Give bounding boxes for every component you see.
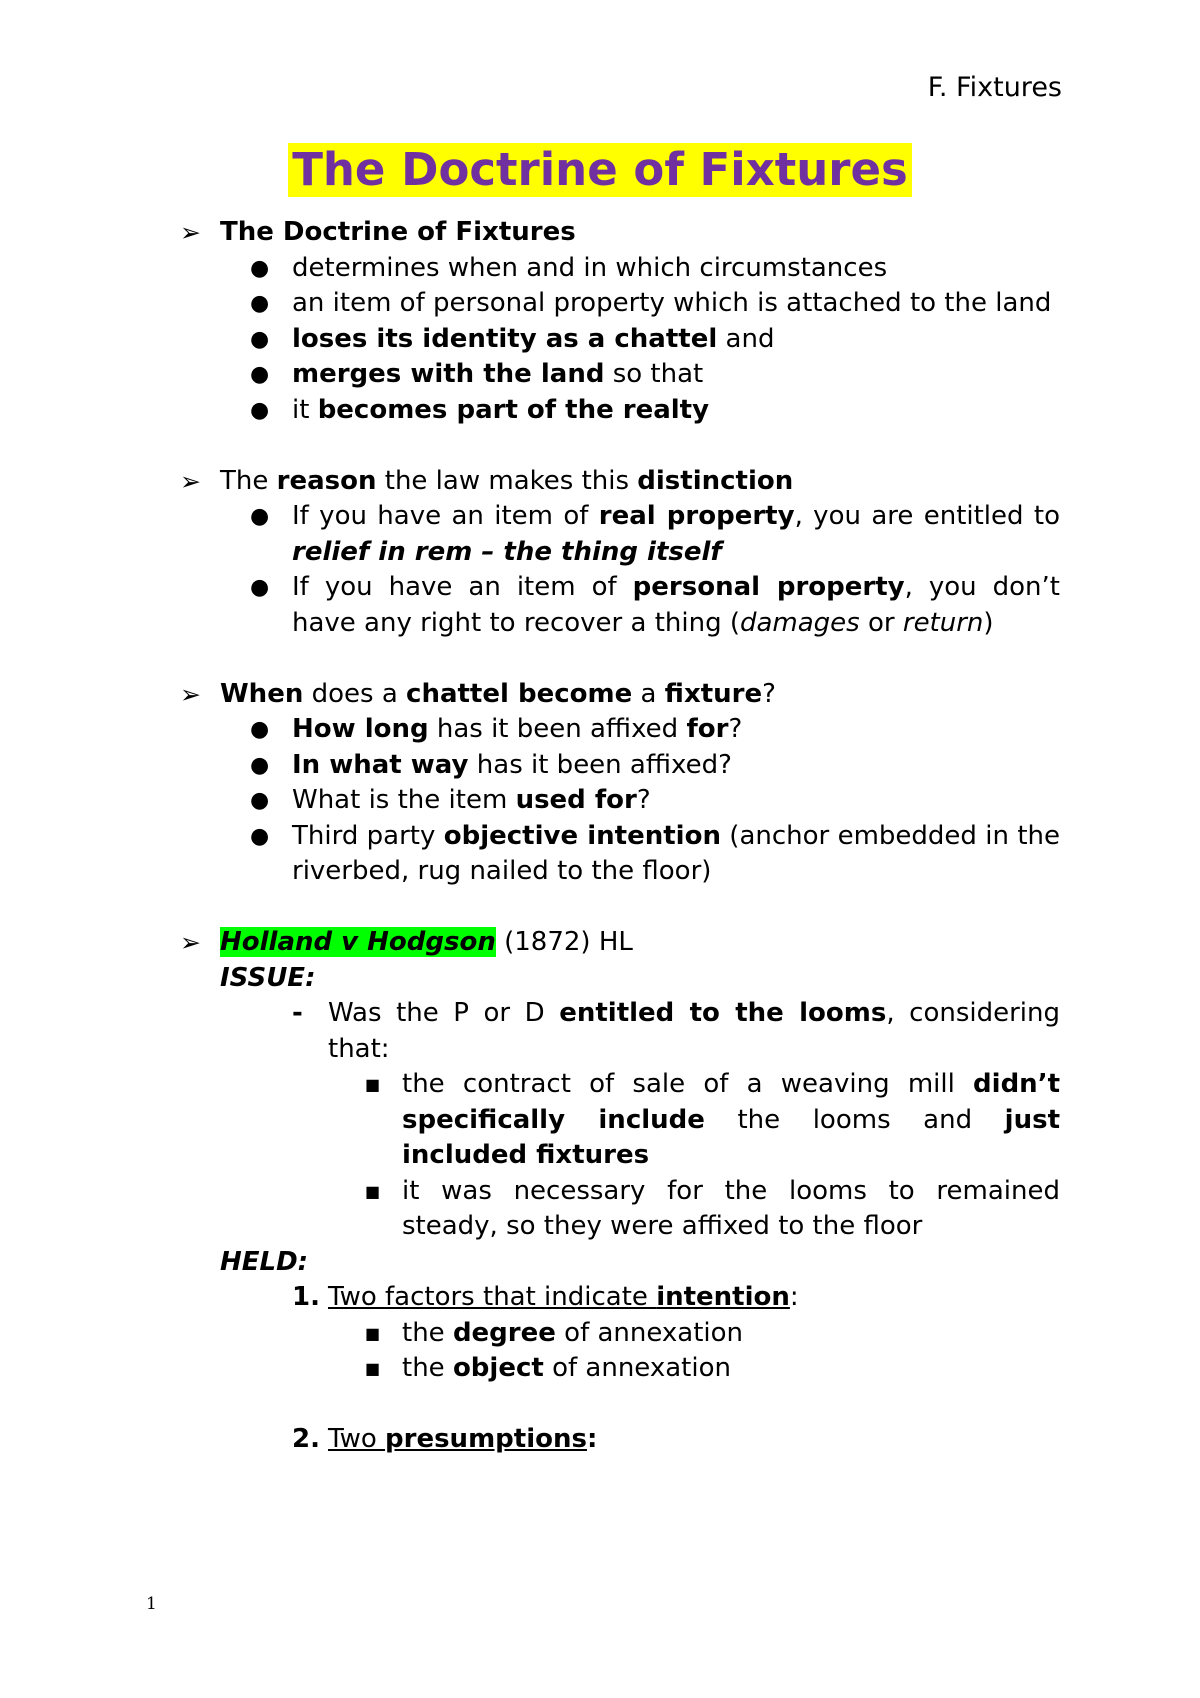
- sub-item: [180, 1351, 1060, 1387]
- numbered-item: [180, 1280, 1060, 1316]
- item-bold: just included fixtures: [402, 1104, 1060, 1170]
- case-name: Holland v Hodgson: [220, 927, 496, 957]
- item-bold: merges with the land: [292, 359, 605, 389]
- item-bold: didn’t specifically include: [402, 1069, 1060, 1135]
- heading-text: a: [632, 678, 665, 709]
- list-item: [180, 712, 1060, 748]
- item-bold: objective intention: [443, 820, 721, 851]
- bullet-dot-icon: ●: [250, 397, 270, 423]
- list-item: [180, 286, 1060, 322]
- bullet-dot-icon: ●: [250, 255, 270, 281]
- item-bold: used for: [515, 785, 637, 815]
- list-item: [180, 570, 1060, 641]
- arrow-bullet-icon: ➢: [180, 466, 201, 496]
- spacer: [180, 428, 1060, 464]
- heading-bold: distinction: [637, 465, 794, 496]
- list-item: [180, 819, 1060, 890]
- sub-item: [180, 1067, 1060, 1174]
- item-text: the looms and: [704, 1104, 1005, 1135]
- title-wrap: [0, 143, 1200, 197]
- bullet-dot-icon: ●: [250, 717, 270, 742]
- bullet-dot-icon: ●: [250, 788, 270, 813]
- item-bold: In what way: [292, 749, 469, 780]
- item-bold-underlined: intention: [656, 1282, 790, 1312]
- arrow-bullet-icon: ➢: [180, 928, 201, 957]
- section-heading-reason: [180, 464, 1060, 500]
- item-text: , you don’t have any right to recover a thing (: [292, 572, 1060, 638]
- sub-item: [180, 1174, 1060, 1245]
- section-heading-when: [180, 677, 1060, 713]
- section-heading-case: [180, 925, 1060, 961]
- item-bold: becomes part of the realty: [317, 394, 710, 425]
- item-text: Was the P or D: [328, 998, 560, 1028]
- heading-bold: When: [220, 678, 304, 709]
- item-text: (anchor embedded in the riverbed, rug nailed to the floor): [292, 820, 1060, 886]
- page-title: The Doctrine of Fixtures: [288, 143, 912, 197]
- list-item: [180, 783, 1060, 819]
- spacer: [180, 641, 1060, 677]
- item-text: has it been affixed: [428, 714, 687, 744]
- item-text: it: [292, 394, 318, 425]
- heading-bold: chattel become: [406, 678, 633, 709]
- item-text: so that: [604, 359, 704, 389]
- square-bullet-icon: ■: [365, 1323, 381, 1343]
- item-bold: loses its identity as a chattel: [292, 323, 718, 354]
- item-bold: entitled to the looms: [559, 998, 887, 1028]
- dash-bullet-icon: -: [292, 998, 303, 1028]
- bullet-dot-icon: ●: [250, 575, 270, 600]
- item-text: the: [402, 1353, 453, 1383]
- square-bullet-icon: ■: [365, 1181, 381, 1201]
- heading-text: The Doctrine of Fixtures: [220, 217, 576, 247]
- heading-text: does a: [303, 678, 407, 709]
- bullet-dot-icon: ●: [250, 823, 270, 849]
- list-item: [180, 251, 1060, 287]
- issue-item: [180, 996, 1060, 1067]
- bullet-dot-icon: ●: [250, 326, 270, 352]
- item-underlined: Two factors that indicate: [328, 1282, 657, 1312]
- item-text: and: [717, 323, 775, 354]
- item-text: :: [789, 1282, 799, 1312]
- item-text: has it been affixed?: [468, 749, 732, 780]
- item-text: ): [983, 607, 994, 638]
- square-bullet-icon: ■: [365, 1359, 381, 1378]
- arrow-bullet-icon: ➢: [180, 679, 201, 709]
- item-bold: for: [686, 714, 729, 744]
- sub-item: [180, 1316, 1060, 1352]
- bullet-dot-icon: ●: [250, 291, 270, 316]
- heading-text: The: [220, 465, 277, 496]
- issue-label: ISSUE:: [220, 962, 316, 993]
- list-item: [180, 393, 1060, 429]
- list-item: [180, 357, 1060, 393]
- heading-text: ?: [762, 678, 776, 709]
- item-text: the contract of sale of a weaving mill: [402, 1069, 974, 1099]
- bullet-dot-icon: ●: [250, 362, 270, 387]
- arrow-bullet-icon: ➢: [180, 218, 201, 247]
- case-citation: (1872) HL: [495, 927, 633, 957]
- item-text: If you have an item of: [292, 572, 633, 602]
- item-text: Third party: [292, 820, 444, 851]
- item-text: of annexation: [555, 1317, 744, 1348]
- list-item: [180, 499, 1060, 570]
- item-text: , considering that:: [328, 998, 1061, 1064]
- item-bold: How long: [292, 714, 429, 744]
- document-body: [180, 215, 1060, 1458]
- number-marker: 2.: [292, 1424, 320, 1454]
- item-italic: damages: [739, 607, 860, 638]
- item-text: If you have an item of: [292, 501, 599, 531]
- item-bold-underlined: presumptions: [385, 1424, 587, 1454]
- item-underlined: Two: [328, 1424, 386, 1454]
- item-text: What is the item: [292, 785, 516, 815]
- item-text: of annexation: [543, 1353, 731, 1383]
- item-text: an item of personal property which is attached to the land: [292, 288, 1052, 318]
- heading-bold: fixture: [664, 678, 763, 709]
- list-item: [180, 748, 1060, 784]
- numbered-item: [180, 1422, 1060, 1458]
- heading-bold: reason: [276, 465, 377, 496]
- item-text: ?: [636, 785, 651, 815]
- item-text: or: [859, 607, 903, 638]
- item-bold-italic: relief in rem – the thing itself: [292, 536, 722, 567]
- item-bold: object: [452, 1353, 544, 1383]
- square-bullet-icon: ■: [365, 1075, 381, 1094]
- item-text: , you are entitled to: [794, 501, 1060, 531]
- item-text: it was necessary for the looms to remained steady, so they were affixed to the floor: [402, 1175, 1060, 1241]
- list-item: [180, 322, 1060, 358]
- spacer: [180, 1387, 1060, 1423]
- section-heading-doctrine: [180, 215, 1060, 251]
- held-label: HELD:: [220, 1246, 309, 1277]
- item-text: determines when and in which circumstances: [292, 252, 888, 283]
- item-bold: real property: [598, 501, 795, 531]
- page-number: 1: [146, 1594, 157, 1614]
- item-text: ?: [728, 714, 743, 744]
- bullet-dot-icon: ●: [250, 752, 270, 778]
- item-text: the: [402, 1317, 453, 1348]
- item-bold: :: [586, 1424, 598, 1454]
- spacer: [180, 890, 1060, 926]
- number-marker: 1.: [292, 1282, 320, 1312]
- heading-text: the law makes this: [376, 465, 638, 496]
- bullet-dot-icon: ●: [250, 504, 270, 529]
- item-bold: personal property: [632, 572, 905, 602]
- item-italic: return: [902, 607, 984, 638]
- item-bold: degree: [452, 1317, 556, 1348]
- running-header: F. Fixtures: [927, 72, 1062, 103]
